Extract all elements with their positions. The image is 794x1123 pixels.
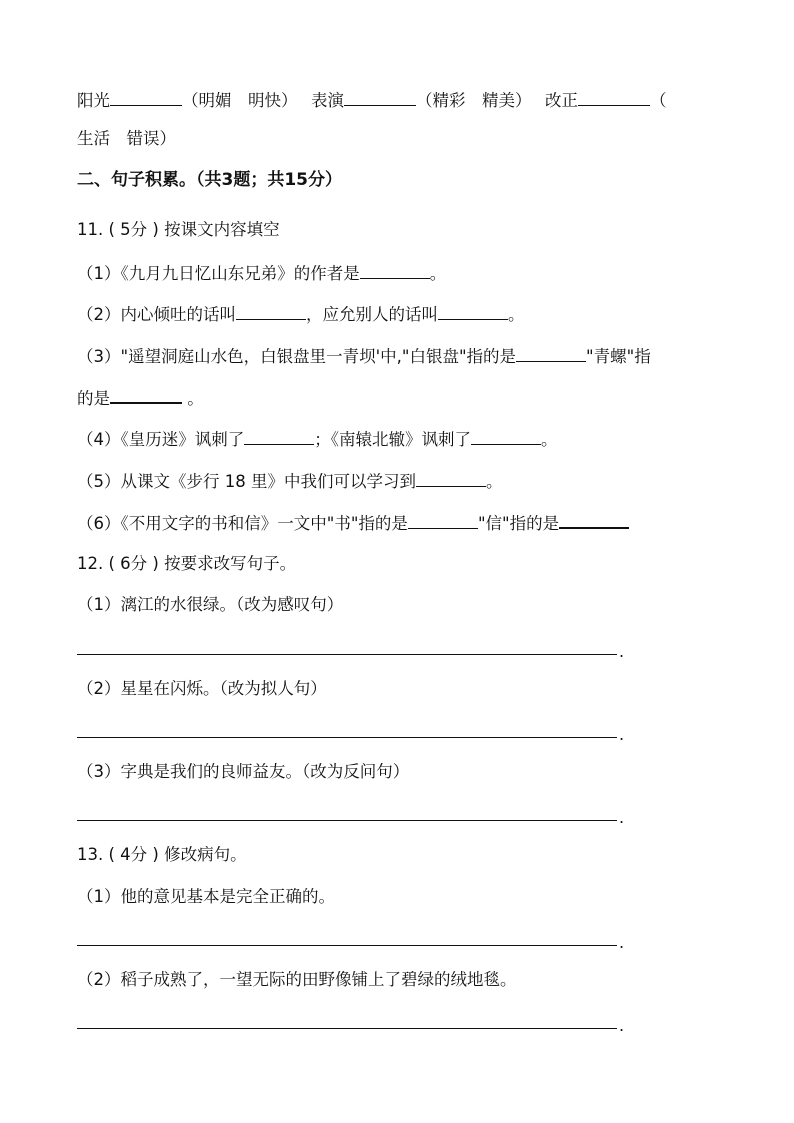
q13-item-1-answer-line[interactable] (77, 945, 617, 946)
q11-item-6-mid: "信"指的是 (477, 514, 560, 533)
q11-item-4-text: （4）《皇历迷》讽刺了 (77, 430, 245, 449)
q11-item-6 (77, 510, 629, 535)
q11-item-6-blank-2[interactable] (559, 510, 629, 529)
q12-item-1-answer-line[interactable] (77, 654, 617, 655)
word-sunshine: 阳光 (77, 91, 110, 110)
q11-item-2 (77, 302, 525, 326)
q11-item-1-blank[interactable] (360, 261, 430, 279)
q11-item-3 (77, 344, 651, 368)
q11-item-5-end: 。 (485, 472, 503, 491)
q11-item-4-blank-2[interactable] (471, 427, 541, 445)
q11-item-2-text: （2）内心倾吐的话叫 (77, 305, 236, 324)
section-heading: 二、句子积累。（共3题；共15分） (77, 170, 342, 190)
q11-item-2-end: 。 (508, 305, 525, 324)
q11-item-2-blank-2[interactable] (438, 302, 508, 320)
q11-item-3-text: （3）"遥望洞庭山水色，白银盘里一青坝'中,"白银盘"指的是 (77, 347, 517, 366)
q11-item-3-blank-1[interactable] (516, 344, 586, 362)
q11-item-3-cont-text: 的是 (77, 389, 110, 408)
word-correct: 改正 (545, 91, 578, 110)
q11-item-5-blank[interactable] (416, 469, 486, 487)
word-performance: 表演 (311, 91, 344, 110)
word-pairs-line-1 (77, 88, 667, 112)
question-13-title: 13. ( 4分 ) 修改病句。 (77, 845, 247, 864)
q12-item-3-period: . (619, 808, 625, 827)
q11-item-4-mid: ；《南辕北辙》讽刺了 (314, 430, 471, 449)
q13-item-1-period: . (619, 933, 625, 952)
q12-item-1-period: . (619, 642, 625, 661)
q11-item-5 (77, 469, 502, 493)
options-sunshine: （明媚 明快） (182, 91, 306, 110)
q11-item-5-text: （5）从课文《步行 18 里》中我们可以学习到 (77, 472, 416, 491)
q11-item-3-cont (77, 385, 204, 410)
blank-correct[interactable] (578, 88, 650, 106)
q11-item-4-end: 。 (541, 430, 558, 449)
q11-item-1 (77, 261, 446, 285)
q11-item-4 (77, 427, 558, 451)
blank-sunshine[interactable] (110, 88, 182, 106)
q11-item-6-text: （6）《不用文字的书和信》一文中"书"指的是 (77, 514, 408, 533)
q11-item-3-blank-2[interactable] (110, 385, 182, 404)
q12-item-3: （3）字典是我们的良师益友。（改为反问句） (77, 762, 410, 781)
q13-item-2-answer-line[interactable] (77, 1028, 617, 1029)
q11-item-1-text: （1）《九月九日忆山东兄弟》的作者是 (77, 264, 360, 283)
q12-item-1: （1）漓江的水很绿。（改为感叹句） (77, 595, 344, 614)
q13-item-1: （1）他的意见基本是完全正确的。 (77, 887, 335, 906)
word-pairs-line-2: 生活 错误） (77, 129, 176, 148)
q12-item-3-answer-line[interactable] (77, 820, 617, 821)
blank-performance[interactable] (344, 88, 416, 106)
question-12-title: 12. ( 6分 ) 按要求改写句子。 (77, 554, 297, 573)
q11-item-2-blank-1[interactable] (236, 302, 306, 320)
q11-item-3-mid: "青螺"指 (586, 347, 651, 366)
q11-item-6-blank-1[interactable] (408, 511, 478, 529)
q12-item-2: （2）星星在闪烁。（改为拟人句） (77, 679, 327, 698)
q11-item-4-blank-1[interactable] (244, 427, 314, 445)
q12-item-2-period: . (619, 725, 625, 744)
q12-item-2-answer-line[interactable] (77, 737, 617, 738)
q11-item-1-end: 。 (429, 264, 447, 283)
options-performance: （精彩 精美） (416, 91, 540, 110)
options-correct-open: （ (650, 91, 667, 110)
q11-item-3-end: 。 (182, 389, 204, 408)
q11-item-2-mid: ，应允别人的话叫 (306, 305, 438, 324)
q13-item-2: （2）稻子成熟了，一望无际的田野像铺上了碧绿的绒地毯。 (77, 970, 517, 989)
question-11-title: 11. ( 5分 ) 按课文内容填空 (77, 220, 280, 239)
q13-item-2-period: . (619, 1016, 625, 1035)
